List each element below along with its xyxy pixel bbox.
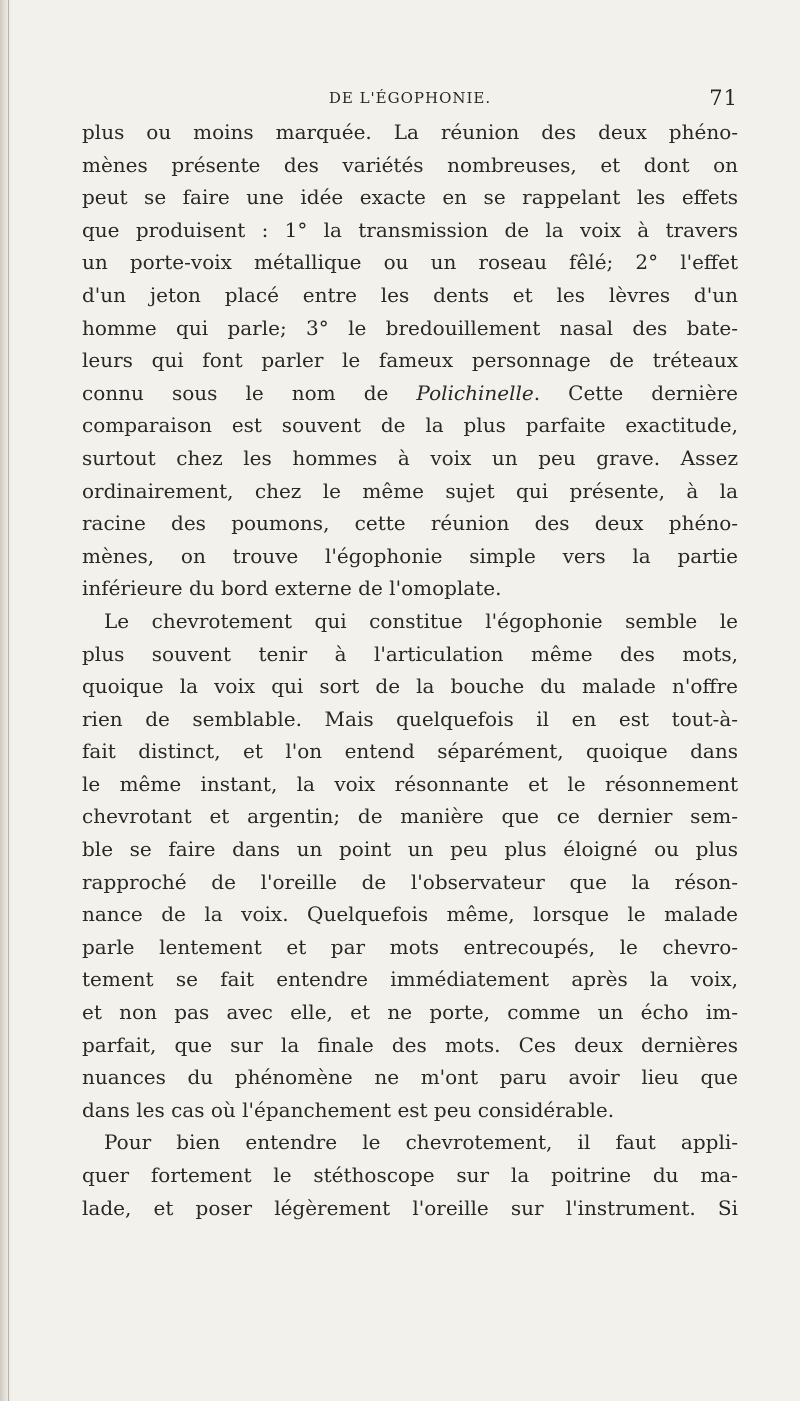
text-line: chevrotant et argentin; de manière que ce dernier sem- (82, 804, 738, 829)
page-number: 71 (709, 86, 738, 110)
text-line: un porte-voix métallique ou un roseau fêlé; 2° l'effet (82, 250, 738, 275)
text-line: fait distinct, et l'on entend séparément, quoique dans (82, 739, 738, 764)
text-line: et non pas avec elle, et ne porte, comme un écho im- (82, 1000, 738, 1025)
text-line: ordinairement, chez le même sujet qui présente, à la (82, 478, 738, 503)
text-line: que produisent : 1° la transmission de la voix à travers (82, 217, 738, 242)
text-line: Le chevrotement qui constitue l'égophonie semble le (104, 608, 738, 633)
text-line: racine des poumons, cette réunion des deux phéno- (82, 511, 738, 536)
text-segment: . Cette dernière (533, 380, 738, 405)
text-line: plus ou moins marquée. La réunion des deux phéno- (82, 120, 738, 144)
text-segment: connu sous le nom de (82, 380, 417, 405)
book-page (82, 82, 738, 1224)
binding-line (8, 0, 9, 1401)
text-line: rien de semblable. Mais quelquefois il en est tout-à- (82, 706, 738, 731)
text-line: parle lentement et par mots entrecoupés, le chevro- (82, 934, 738, 959)
body-text (82, 116, 738, 1224)
text-line: rapproché de l'oreille de l'observateur que la réson- (82, 869, 738, 894)
text-line: nuances du phénomène ne m'ont paru avoir lieu que (82, 1065, 738, 1090)
text-line: quer fortement le stéthoscope sur la poitrine du ma- (82, 1163, 738, 1187)
text-line: comparaison est souvent de la plus parfaite exactitude, (82, 413, 738, 438)
text-line: inférieure du bord externe de l'omoplate. (82, 576, 502, 601)
text-line: surtout chez les hommes à voix un peu grave. Assez (82, 445, 738, 470)
text-line: le même instant, la voix résonnante et le résonnement (82, 771, 738, 796)
text-line: mènes présente des variétés nombreuses, et dont on (82, 152, 738, 177)
text-line: ble se faire dans un point un peu plus éloigné ou plus (82, 837, 738, 862)
text-line: tement se fait entendre immédiatement après la voix, (82, 967, 738, 992)
text-line: lade, et poser légèrement l'oreille sur l'instrument. Si (82, 1195, 738, 1220)
text-line: plus souvent tenir à l'articulation même des mots, (82, 641, 738, 666)
text-line: quoique la voix qui sort de la bouche du malade n'offre (82, 674, 738, 699)
text-line: leurs qui font parler le fameux personnage de tréteaux (82, 348, 738, 373)
text-line: d'un jeton placé entre les dents et les lèvres d'un (82, 282, 738, 307)
text-line: dans les cas où l'épanchement est peu considérable. (82, 1097, 615, 1122)
running-head (82, 82, 738, 114)
italic-term: Polichinelle (416, 380, 534, 405)
text-line: parfait, que sur la finale des mots. Ces deux dernières (82, 1032, 738, 1057)
text-line (82, 377, 738, 410)
text-line: mènes, on trouve l'égophonie simple vers la partie (82, 543, 738, 568)
running-head-title: DE L'ÉGOPHONIE. (328, 89, 492, 107)
text-line: homme qui parle; 3° le bredouillement nasal des bate- (82, 315, 738, 340)
text-line: nance de la voix. Quelquefois même, lorsque le malade (82, 902, 738, 927)
text-line: peut se faire une idée exacte en se rappelant les effets (82, 185, 738, 210)
binding-edge (0, 0, 12, 1401)
text-line: Pour bien entendre le chevrotement, il faut appli- (104, 1130, 738, 1155)
